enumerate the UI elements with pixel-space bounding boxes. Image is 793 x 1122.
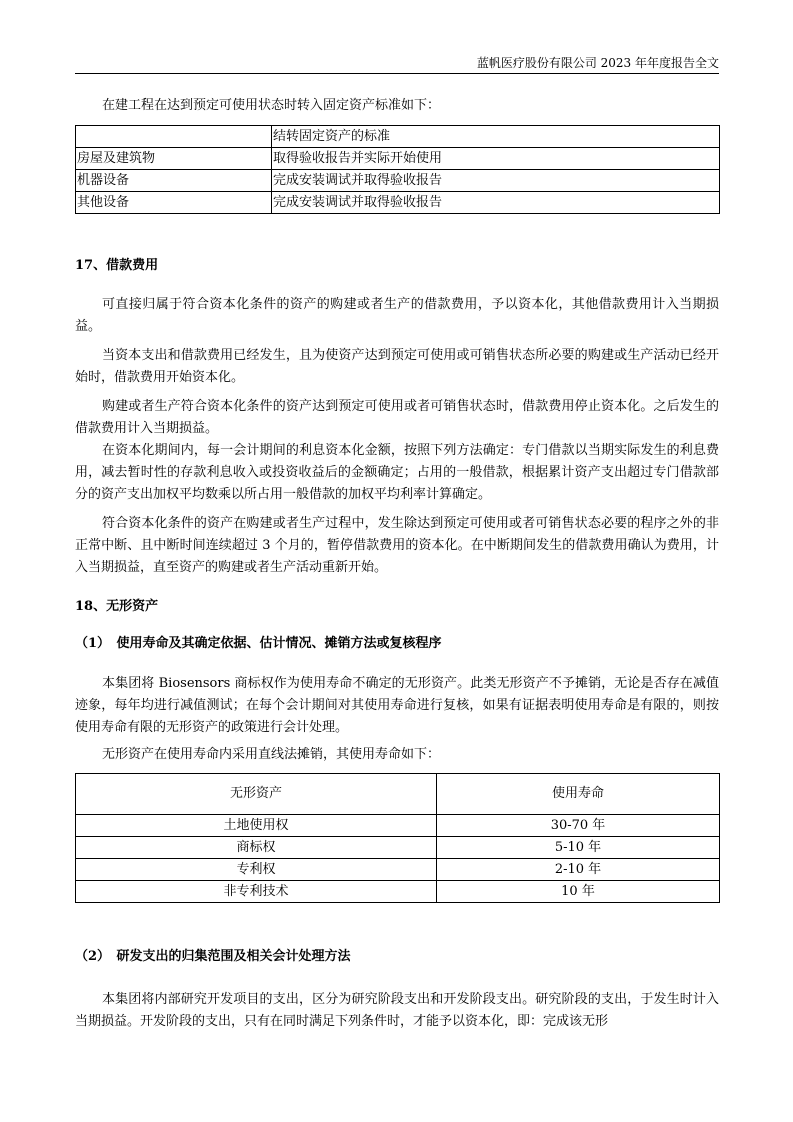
paragraph: 可直接归属于符合资本化条件的资产的购建或者生产的借款费用，予以资本化，其他借款费用计入当期损益。 xyxy=(75,297,719,334)
table-header-row xyxy=(76,774,720,815)
table-cell: 30-70 年 xyxy=(437,815,720,837)
paragraph: 本集团将 Biosensors 商标权作为使用寿命不确定的无形资产。此类无形资产不予摊销，无论是否存在减值迹象，每年均进行减值测试；在每个会计期间对其使用寿命进行复核，如果有证据表明使用寿命是有限的，则按使用寿命有限的无形资产的政策进行会计处理。 xyxy=(75,676,719,735)
paragraph: 符合资本化条件的资产在购建或者生产过程中，发生除达到预定可使用或者可销售状态必要的程序之外的非正常中断、且中断时间连续超过 3 个月的，暂停借款费用的资本化。在中断期间发生的借款费用确认为费用，计入当期损益，直至资产的购建或者生产活动重新开始。 xyxy=(75,516,719,575)
table-cell: 其他设备 xyxy=(76,192,272,214)
table-header-cell: 使用寿命 xyxy=(437,774,720,815)
table-row xyxy=(76,815,720,837)
table-cell: 机器设备 xyxy=(76,170,272,192)
table-cell: 完成安装调试并取得验收报告 xyxy=(272,192,720,214)
table-header-row xyxy=(76,126,720,148)
paragraph: 在资本化期间内，每一会计期间的利息资本化金额，按照下列方法确定：专门借款以当期实际发生的利息费用，减去暂时性的存款利息收入或投资收益后的金额确定；占用的一般借款，根据累计资产支出超过专门借款部分的资产支出加权平均数乘以所占用一般借款的加权平均利率计算确定。 xyxy=(75,443,719,502)
table-header-cell: 结转固定资产的标准 xyxy=(272,126,720,148)
intangible-assets-table xyxy=(75,773,720,903)
table-cell: 取得验收报告并实际开始使用 xyxy=(272,148,720,170)
section-17-title: 17、借款费用 xyxy=(75,258,159,273)
table-header-cell: 无形资产 xyxy=(76,774,437,815)
table-cell: 非专利技术 xyxy=(76,881,437,903)
table-cell: 2-10 年 xyxy=(437,859,720,881)
table-row xyxy=(76,170,720,192)
page-header: 蓝帆医疗股份有限公司 2023 年年度报告全文 xyxy=(75,56,719,74)
table-cell: 商标权 xyxy=(76,837,437,859)
table-cell: 5-10 年 xyxy=(437,837,720,859)
table-cell: 完成安装调试并取得验收报告 xyxy=(272,170,720,192)
paragraph: 购建或者生产符合资本化条件的资产达到预定可使用或者可销售状态时，借款费用停止资本化。之后发生的借款费用计入当期损益。 xyxy=(75,399,719,436)
table-row xyxy=(76,859,720,881)
section-18-title: 18、无形资产 xyxy=(75,599,159,614)
table-cell: 10 年 xyxy=(437,881,720,903)
construction-intro: 在建工程在达到预定可使用状态时转入固定资产标准如下： xyxy=(102,98,441,113)
paragraph: 无形资产在使用寿命内采用直线法摊销，其使用寿命如下： xyxy=(102,747,441,762)
paragraph: 当资本支出和借款费用已经发生，且为使资产达到预定可使用或可销售状态所必要的购建或生产活动已经开始时，借款费用开始资本化。 xyxy=(75,348,719,385)
table-row xyxy=(76,148,720,170)
table-row xyxy=(76,881,720,903)
paragraph: 本集团将内部研究开发项目的支出，区分为研究阶段支出和开发阶段支出。研究阶段的支出，于发生时计入当期损益。开发阶段的支出，只有在同时满足下列条件时，才能予以资本化，即：完成该无形 xyxy=(75,992,719,1029)
subsection-1-title: （1） 使用寿命及其确定依据、估计情况、摊销方法或复核程序 xyxy=(75,636,442,651)
table-cell: 房屋及建筑物 xyxy=(76,148,272,170)
table-cell: 专利权 xyxy=(76,859,437,881)
subsection-2-title: （2） 研发支出的归集范围及相关会计处理方法 xyxy=(75,949,351,964)
table-cell: 土地使用权 xyxy=(76,815,437,837)
construction-standard-table xyxy=(75,125,720,214)
table-header-cell xyxy=(76,126,272,148)
table-row xyxy=(76,837,720,859)
table-row xyxy=(76,192,720,214)
